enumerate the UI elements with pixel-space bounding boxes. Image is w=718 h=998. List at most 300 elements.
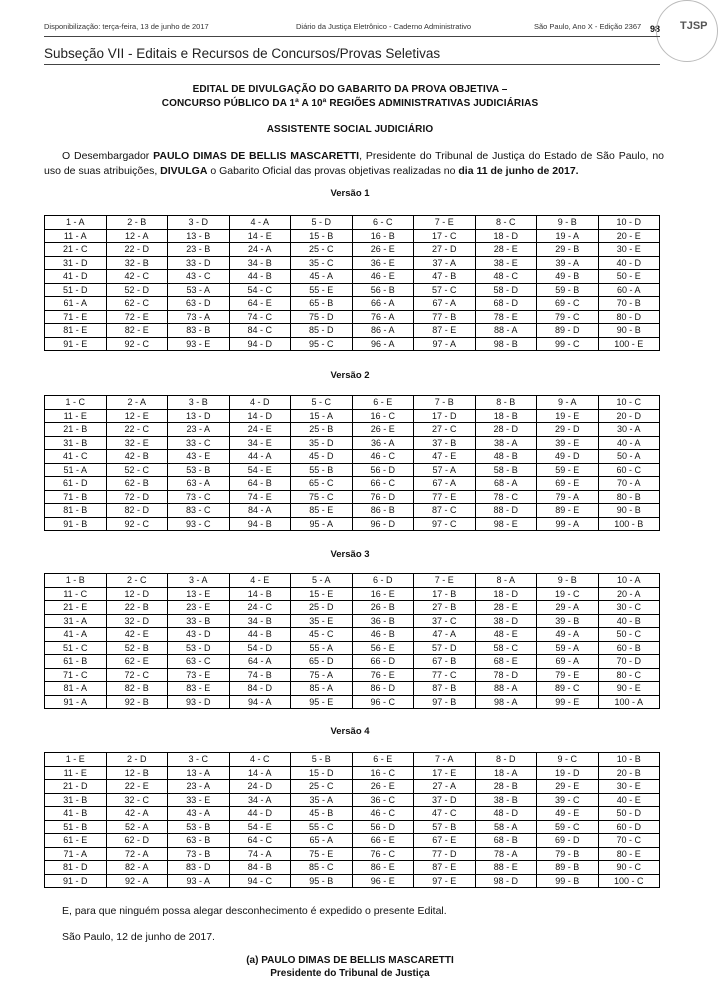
answer-cell: 61 - D	[45, 477, 107, 491]
answer-cell: 62 - D	[106, 834, 168, 848]
answer-cell: 97 - E	[414, 874, 476, 888]
answer-cell: 87 - C	[414, 504, 476, 518]
answer-cell: 30 - E	[598, 780, 660, 794]
answer-cell: 81 - B	[45, 504, 107, 518]
edital-title-line2: CONCURSO PÚBLICO DA 1ª A 10ª REGIÕES ADMINISTRATIVAS JUDICIÁRIAS	[161, 98, 539, 109]
answer-cell: 50 - E	[598, 270, 660, 284]
answer-cell: 99 - E	[537, 695, 599, 709]
answer-cell: 28 - B	[475, 780, 537, 794]
answer-cell: 66 - D	[352, 655, 414, 669]
answer-cell: 33 - D	[168, 256, 230, 270]
answer-cell: 17 - B	[414, 587, 476, 601]
answer-cell: 84 - B	[229, 861, 291, 875]
answer-cell: 35 - E	[291, 614, 353, 628]
answer-cell: 66 - C	[352, 477, 414, 491]
answer-cell: 60 - D	[598, 820, 660, 834]
answer-cell: 58 - B	[475, 463, 537, 477]
answer-cell: 30 - A	[598, 423, 660, 437]
answer-cell: 73 - B	[168, 847, 230, 861]
answer-cell: 25 - D	[291, 601, 353, 615]
answer-cell: 68 - E	[475, 655, 537, 669]
answer-cell: 26 - E	[352, 243, 414, 257]
answer-cell: 24 - D	[229, 780, 291, 794]
answer-cell: 35 - C	[291, 256, 353, 270]
answer-cell: 84 - D	[229, 682, 291, 696]
answer-cell: 28 - E	[475, 601, 537, 615]
answer-cell: 15 - D	[291, 766, 353, 780]
intro-divulga: DIVULGA	[160, 165, 208, 177]
answer-cell: 5 - D	[291, 216, 353, 230]
answer-cell: 71 - E	[45, 310, 107, 324]
answer-cell: 75 - C	[291, 490, 353, 504]
answer-cell: 94 - C	[229, 874, 291, 888]
answer-cell: 31 - D	[45, 256, 107, 270]
table-row	[45, 874, 660, 888]
answer-cell: 34 - A	[229, 793, 291, 807]
answer-cell: 98 - A	[475, 695, 537, 709]
answer-cell: 40 - D	[598, 256, 660, 270]
table-row	[45, 463, 660, 477]
answer-cell: 51 - C	[45, 641, 107, 655]
answer-cell: 66 - A	[352, 297, 414, 311]
answer-cell: 18 - D	[475, 587, 537, 601]
version-2-label: Versão 2	[330, 370, 370, 381]
table-row	[45, 229, 660, 243]
intro-text-2: , Presidente do Tribunal de Justiça do Estado de São Paulo, no uso de suas atribuições,	[44, 150, 664, 177]
answer-cell: 26 - E	[352, 423, 414, 437]
answer-cell: 69 - E	[537, 477, 599, 491]
answer-cell: 65 - C	[291, 477, 353, 491]
answer-cell: 100 - B	[598, 517, 660, 531]
answer-cell: 57 - C	[414, 283, 476, 297]
table-row	[45, 820, 660, 834]
answer-cell: 56 - D	[352, 820, 414, 834]
answer-cell: 34 - B	[229, 614, 291, 628]
table-row	[45, 587, 660, 601]
answer-cell: 83 - D	[168, 861, 230, 875]
answer-cell: 32 - E	[106, 436, 168, 450]
answer-cell: 79 - C	[537, 310, 599, 324]
answer-cell: 71 - C	[45, 668, 107, 682]
answer-cell: 10 - B	[598, 753, 660, 767]
answer-cell: 42 - E	[106, 628, 168, 642]
answer-cell: 61 - E	[45, 834, 107, 848]
answer-cell: 94 - B	[229, 517, 291, 531]
answer-cell: 74 - A	[229, 847, 291, 861]
answer-cell: 40 - E	[598, 793, 660, 807]
answer-cell: 84 - C	[229, 324, 291, 338]
answer-key-table-v3	[44, 573, 660, 709]
answer-cell: 69 - A	[537, 655, 599, 669]
table-row	[45, 243, 660, 257]
answer-cell: 9 - C	[537, 753, 599, 767]
table-row	[45, 504, 660, 518]
answer-cell: 67 - E	[414, 834, 476, 848]
answer-cell: 29 - B	[537, 243, 599, 257]
answer-cell: 49 - E	[537, 807, 599, 821]
answer-cell: 16 - C	[352, 409, 414, 423]
answer-cell: 23 - A	[168, 780, 230, 794]
answer-cell: 52 - D	[106, 283, 168, 297]
answer-cell: 80 - C	[598, 668, 660, 682]
table-row	[45, 436, 660, 450]
answer-cell: 96 - D	[352, 517, 414, 531]
answer-cell: 78 - C	[475, 490, 537, 504]
table-row	[45, 834, 660, 848]
answer-cell: 75 - E	[291, 847, 353, 861]
answer-cell: 86 - B	[352, 504, 414, 518]
answer-cell: 56 - E	[352, 641, 414, 655]
answer-cell: 11 - A	[45, 229, 107, 243]
answer-cell: 51 - A	[45, 463, 107, 477]
answer-cell: 7 - A	[414, 753, 476, 767]
answer-cell: 61 - A	[45, 297, 107, 311]
place-date: São Paulo, 12 de junho de 2017.	[62, 931, 215, 943]
answer-cell: 97 - C	[414, 517, 476, 531]
answer-cell: 99 - B	[537, 874, 599, 888]
answer-cell: 1 - A	[45, 216, 107, 230]
answer-cell: 11 - E	[45, 766, 107, 780]
answer-cell: 19 - A	[537, 229, 599, 243]
answer-cell: 43 - C	[168, 270, 230, 284]
answer-cell: 77 - C	[414, 668, 476, 682]
answer-cell: 35 - A	[291, 793, 353, 807]
answer-cell: 14 - E	[229, 229, 291, 243]
answer-cell: 45 - A	[291, 270, 353, 284]
answer-cell: 90 - B	[598, 504, 660, 518]
answer-cell: 23 - A	[168, 423, 230, 437]
answer-cell: 54 - E	[229, 820, 291, 834]
answer-cell: 18 - D	[475, 229, 537, 243]
answer-cell: 72 - E	[106, 310, 168, 324]
answer-cell: 76 - C	[352, 847, 414, 861]
answer-cell: 33 - B	[168, 614, 230, 628]
answer-cell: 8 - C	[475, 216, 537, 230]
answer-cell: 40 - B	[598, 614, 660, 628]
answer-cell: 26 - E	[352, 780, 414, 794]
answer-cell: 13 - E	[168, 587, 230, 601]
answer-cell: 38 - B	[475, 793, 537, 807]
answer-cell: 76 - D	[352, 490, 414, 504]
answer-cell: 79 - B	[537, 847, 599, 861]
table-row	[45, 628, 660, 642]
answer-cell: 46 - C	[352, 807, 414, 821]
answer-cell: 12 - B	[106, 766, 168, 780]
answer-cell: 87 - B	[414, 682, 476, 696]
answer-cell: 95 - C	[291, 337, 353, 351]
answer-cell: 86 - E	[352, 861, 414, 875]
answer-cell: 89 - C	[537, 682, 599, 696]
answer-cell: 76 - A	[352, 310, 414, 324]
answer-cell: 62 - C	[106, 297, 168, 311]
answer-cell: 5 - A	[291, 574, 353, 588]
answer-cell: 44 - B	[229, 628, 291, 642]
answer-cell: 41 - C	[45, 450, 107, 464]
table-row	[45, 601, 660, 615]
answer-cell: 55 - E	[291, 283, 353, 297]
answer-cell: 6 - D	[352, 574, 414, 588]
answer-cell: 13 - A	[168, 766, 230, 780]
answer-cell: 45 - B	[291, 807, 353, 821]
answer-cell: 11 - E	[45, 409, 107, 423]
answer-cell: 67 - A	[414, 297, 476, 311]
answer-cell: 52 - C	[106, 463, 168, 477]
answer-cell: 50 - D	[598, 807, 660, 821]
answer-cell: 81 - A	[45, 682, 107, 696]
answer-cell: 37 - A	[414, 256, 476, 270]
table-row	[45, 807, 660, 821]
answer-cell: 93 - A	[168, 874, 230, 888]
answer-cell: 17 - C	[414, 229, 476, 243]
answer-cell: 29 - E	[537, 780, 599, 794]
answer-cell: 54 - D	[229, 641, 291, 655]
answer-cell: 82 - B	[106, 682, 168, 696]
header-rule	[44, 36, 660, 37]
answer-cell: 6 - E	[352, 396, 414, 410]
answer-cell: 8 - D	[475, 753, 537, 767]
answer-cell: 56 - B	[352, 283, 414, 297]
table-row	[45, 283, 660, 297]
answer-cell: 78 - E	[475, 310, 537, 324]
answer-cell: 58 - C	[475, 641, 537, 655]
answer-cell: 67 - A	[414, 477, 476, 491]
answer-cell: 85 - E	[291, 504, 353, 518]
answer-cell: 31 - B	[45, 436, 107, 450]
answer-cell: 3 - B	[168, 396, 230, 410]
answer-cell: 74 - B	[229, 668, 291, 682]
answer-cell: 81 - D	[45, 861, 107, 875]
table-row	[45, 256, 660, 270]
answer-cell: 8 - A	[475, 574, 537, 588]
answer-cell: 23 - B	[168, 243, 230, 257]
answer-cell: 48 - C	[475, 270, 537, 284]
answer-cell: 19 - E	[537, 409, 599, 423]
answer-cell: 55 - B	[291, 463, 353, 477]
answer-cell: 14 - A	[229, 766, 291, 780]
section-rule	[44, 64, 660, 65]
answer-cell: 97 - B	[414, 695, 476, 709]
answer-cell: 67 - B	[414, 655, 476, 669]
answer-cell: 6 - E	[352, 753, 414, 767]
answer-cell: 27 - A	[414, 780, 476, 794]
answer-cell: 40 - A	[598, 436, 660, 450]
table-row	[45, 753, 660, 767]
header-edition: São Paulo, Ano X - Edição 2367	[534, 22, 642, 31]
answer-cell: 20 - B	[598, 766, 660, 780]
answer-cell: 78 - D	[475, 668, 537, 682]
answer-cell: 30 - C	[598, 601, 660, 615]
answer-cell: 43 - D	[168, 628, 230, 642]
answer-cell: 36 - A	[352, 436, 414, 450]
answer-cell: 94 - A	[229, 695, 291, 709]
table-row	[45, 297, 660, 311]
answer-cell: 70 - B	[598, 297, 660, 311]
answer-cell: 48 - D	[475, 807, 537, 821]
answer-cell: 83 - B	[168, 324, 230, 338]
answer-cell: 9 - B	[537, 574, 599, 588]
answer-cell: 22 - B	[106, 601, 168, 615]
answer-cell: 44 - B	[229, 270, 291, 284]
answer-cell: 26 - B	[352, 601, 414, 615]
table-row	[45, 641, 660, 655]
answer-cell: 39 - A	[537, 256, 599, 270]
answer-cell: 99 - C	[537, 337, 599, 351]
answer-cell: 92 - B	[106, 695, 168, 709]
answer-cell: 52 - B	[106, 641, 168, 655]
table-row	[45, 337, 660, 351]
table-row	[45, 423, 660, 437]
table-row	[45, 409, 660, 423]
answer-cell: 6 - C	[352, 216, 414, 230]
answer-cell: 70 - C	[598, 834, 660, 848]
answer-cell: 45 - D	[291, 450, 353, 464]
page-number: 98	[650, 24, 661, 34]
answer-cell: 15 - E	[291, 587, 353, 601]
answer-cell: 27 - B	[414, 601, 476, 615]
answer-cell: 59 - A	[537, 641, 599, 655]
answer-cell: 39 - C	[537, 793, 599, 807]
answer-cell: 57 - B	[414, 820, 476, 834]
answer-cell: 59 - C	[537, 820, 599, 834]
answer-cell: 46 - C	[352, 450, 414, 464]
answer-cell: 83 - C	[168, 504, 230, 518]
answer-cell: 58 - A	[475, 820, 537, 834]
answer-cell: 62 - E	[106, 655, 168, 669]
answer-cell: 38 - A	[475, 436, 537, 450]
answer-cell: 5 - B	[291, 753, 353, 767]
answer-cell: 3 - A	[168, 574, 230, 588]
answer-cell: 24 - A	[229, 243, 291, 257]
answer-cell: 1 - B	[45, 574, 107, 588]
answer-cell: 46 - E	[352, 270, 414, 284]
answer-cell: 64 - B	[229, 477, 291, 491]
answer-cell: 73 - A	[168, 310, 230, 324]
answer-cell: 55 - A	[291, 641, 353, 655]
answer-cell: 46 - B	[352, 628, 414, 642]
answer-cell: 14 - B	[229, 587, 291, 601]
answer-cell: 93 - D	[168, 695, 230, 709]
answer-cell: 86 - A	[352, 324, 414, 338]
answer-cell: 89 - B	[537, 861, 599, 875]
answer-cell: 96 - E	[352, 874, 414, 888]
version-3-label: Versão 3	[330, 549, 370, 560]
answer-cell: 80 - D	[598, 310, 660, 324]
answer-cell: 41 - B	[45, 807, 107, 821]
answer-cell: 69 - C	[537, 297, 599, 311]
answer-cell: 53 - A	[168, 283, 230, 297]
answer-cell: 63 - C	[168, 655, 230, 669]
answer-cell: 27 - C	[414, 423, 476, 437]
answer-cell: 19 - C	[537, 587, 599, 601]
answer-cell: 72 - D	[106, 490, 168, 504]
answer-cell: 52 - A	[106, 820, 168, 834]
answer-cell: 100 - C	[598, 874, 660, 888]
answer-cell: 25 - C	[291, 780, 353, 794]
table-row	[45, 655, 660, 669]
answer-cell: 50 - C	[598, 628, 660, 642]
answer-cell: 34 - B	[229, 256, 291, 270]
answer-cell: 29 - D	[537, 423, 599, 437]
answer-cell: 61 - B	[45, 655, 107, 669]
answer-cell: 2 - C	[106, 574, 168, 588]
answer-cell: 10 - C	[598, 396, 660, 410]
answer-cell: 50 - A	[598, 450, 660, 464]
answer-cell: 33 - C	[168, 436, 230, 450]
answer-cell: 72 - C	[106, 668, 168, 682]
answer-cell: 23 - E	[168, 601, 230, 615]
answer-cell: 4 - D	[229, 396, 291, 410]
intro-date: dia 11 de junho de 2017.	[458, 165, 579, 177]
answer-cell: 7 - E	[414, 574, 476, 588]
answer-cell: 92 - A	[106, 874, 168, 888]
answer-cell: 77 - B	[414, 310, 476, 324]
answer-cell: 98 - B	[475, 337, 537, 351]
answer-cell: 3 - C	[168, 753, 230, 767]
answer-cell: 13 - D	[168, 409, 230, 423]
answer-cell: 88 - D	[475, 504, 537, 518]
answer-cell: 7 - E	[414, 216, 476, 230]
answer-cell: 28 - D	[475, 423, 537, 437]
answer-cell: 24 - C	[229, 601, 291, 615]
table-row	[45, 668, 660, 682]
table-row	[45, 614, 660, 628]
answer-cell: 70 - A	[598, 477, 660, 491]
answer-cell: 2 - B	[106, 216, 168, 230]
answer-cell: 91 - B	[45, 517, 107, 531]
version-1-label: Versão 1	[330, 188, 370, 199]
answer-cell: 65 - D	[291, 655, 353, 669]
answer-cell: 79 - A	[537, 490, 599, 504]
answer-cell: 73 - C	[168, 490, 230, 504]
table-row	[45, 847, 660, 861]
answer-cell: 31 - B	[45, 793, 107, 807]
answer-cell: 47 - A	[414, 628, 476, 642]
answer-cell: 72 - A	[106, 847, 168, 861]
answer-cell: 97 - A	[414, 337, 476, 351]
answer-cell: 29 - A	[537, 601, 599, 615]
answer-cell: 22 - C	[106, 423, 168, 437]
answer-cell: 89 - E	[537, 504, 599, 518]
answer-cell: 55 - C	[291, 820, 353, 834]
table-row	[45, 793, 660, 807]
header-availability: Disponibilização: terça-feira, 13 de junho de 2017	[44, 22, 209, 31]
answer-cell: 69 - D	[537, 834, 599, 848]
answer-cell: 89 - D	[537, 324, 599, 338]
section-title: Subseção VII - Editais e Recursos de Concursos/Provas Seletivas	[44, 46, 441, 61]
answer-cell: 9 - A	[537, 396, 599, 410]
answer-cell: 82 - A	[106, 861, 168, 875]
answer-cell: 34 - E	[229, 436, 291, 450]
table-row	[45, 517, 660, 531]
answer-cell: 36 - E	[352, 256, 414, 270]
seal-label: TJSP	[680, 20, 708, 32]
answer-cell: 1 - E	[45, 753, 107, 767]
table-row	[45, 490, 660, 504]
answer-cell: 91 - A	[45, 695, 107, 709]
answer-cell: 39 - B	[537, 614, 599, 628]
table-row	[45, 861, 660, 875]
answer-cell: 25 - C	[291, 243, 353, 257]
answer-cell: 9 - B	[537, 216, 599, 230]
signature-name: (a) PAULO DIMAS DE BELLIS MASCARETTI	[246, 955, 454, 966]
answer-cell: 68 - D	[475, 297, 537, 311]
answer-cell: 22 - E	[106, 780, 168, 794]
answer-cell: 68 - B	[475, 834, 537, 848]
table-row	[45, 574, 660, 588]
answer-cell: 44 - D	[229, 807, 291, 821]
answer-cell: 58 - D	[475, 283, 537, 297]
answer-cell: 44 - A	[229, 450, 291, 464]
